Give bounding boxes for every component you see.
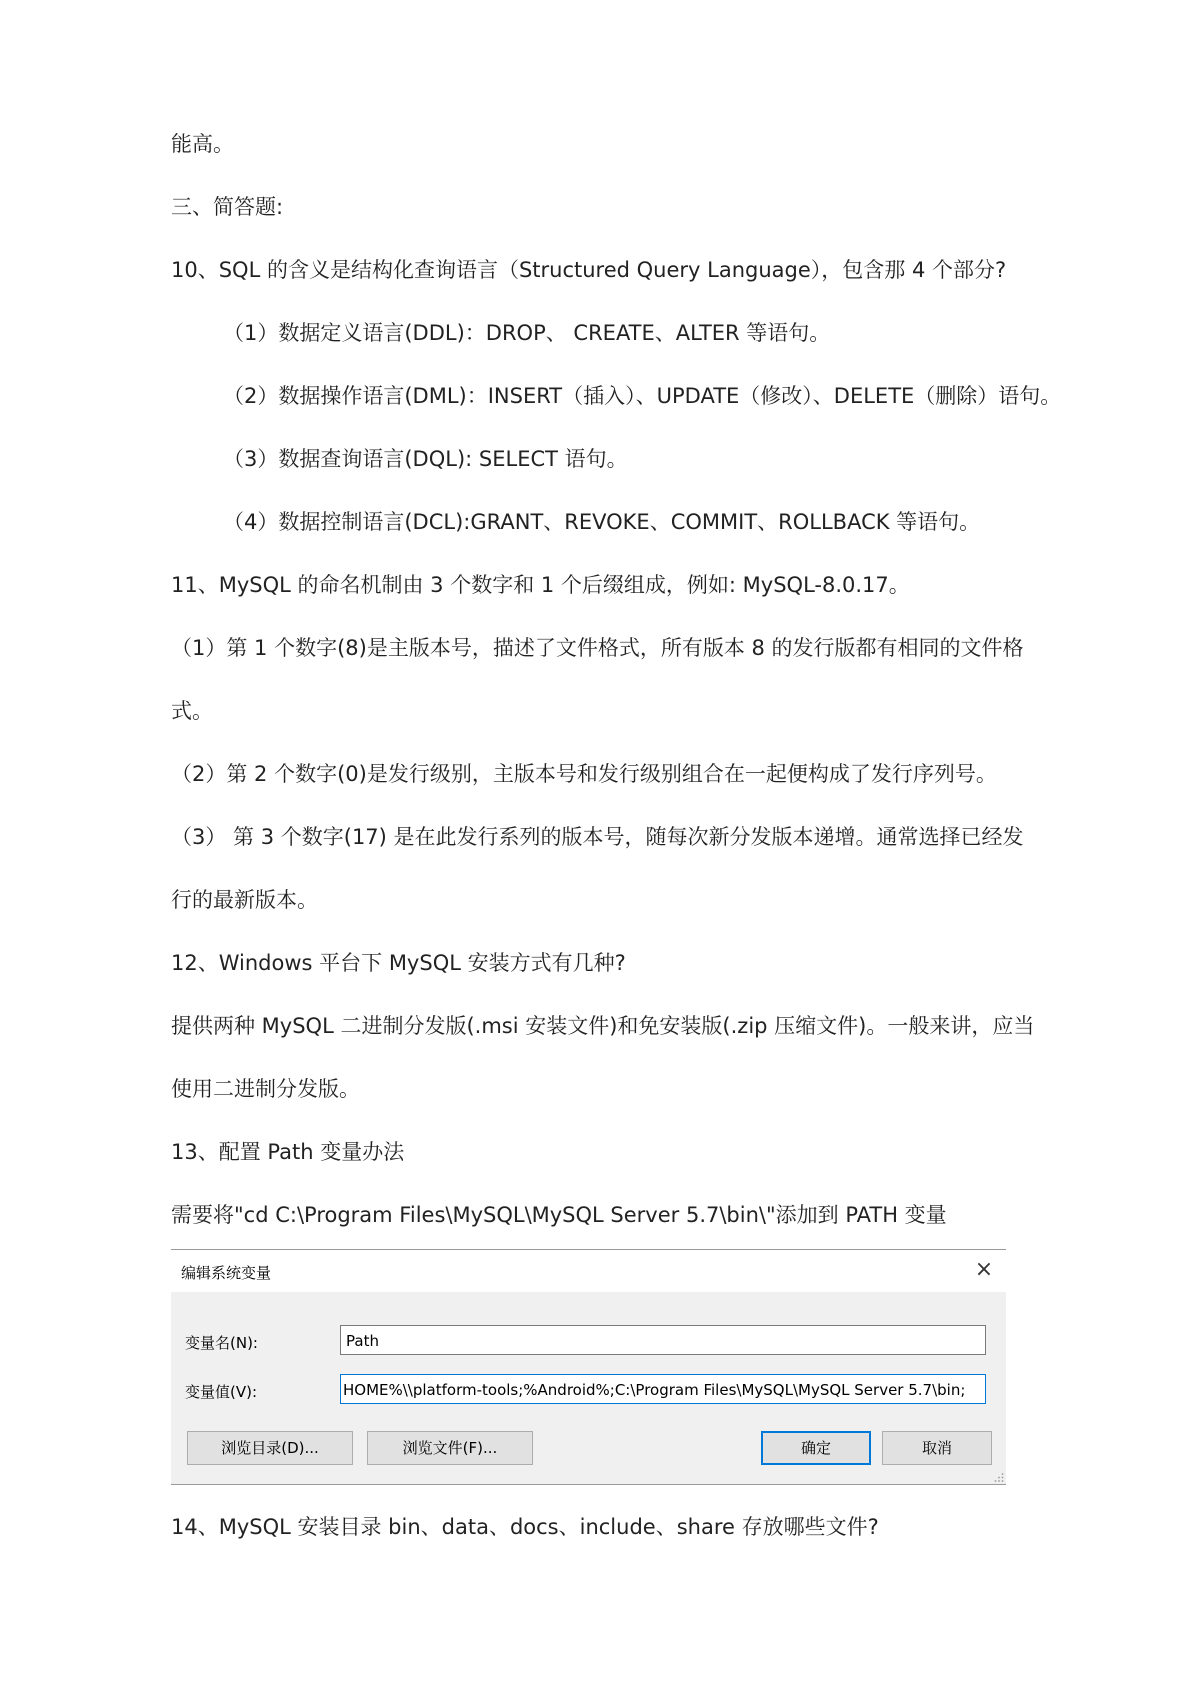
answer-text: （1）第 1 个数字(8)是主版本号，描述了文件格式，所有版本 8 的发行版都有相同的文件格: [171, 636, 1024, 660]
variable-value-label: 变量值(V):: [185, 1383, 258, 1401]
answer-text: （2）第 2 个数字(0)是发行级别，主版本号和发行级别组合在一起便构成了发行序列号。: [171, 762, 997, 786]
variable-name-label: 变量名(N):: [185, 1334, 258, 1352]
answer-item: （4）数据控制语言(DCL):GRANT、REVOKE、COMMIT、ROLLBACK 等语句。: [223, 510, 981, 534]
ok-button[interactable]: 确定: [761, 1431, 871, 1465]
close-icon[interactable]: ×: [974, 1257, 994, 1282]
cancel-button[interactable]: 取消: [882, 1431, 992, 1465]
resize-grip-icon[interactable]: [994, 1472, 1004, 1482]
answer-text: 提供两种 MySQL 二进制分发版(.msi 安装文件)和免安装版(.zip 压缩文件)。一般来讲，应当: [171, 1014, 1035, 1038]
question-11: 11、MySQL 的命名机制由 3 个数字和 1 个后缀组成，例如: MySQL-8.0.17。: [171, 573, 910, 597]
answer-item: （3）数据查询语言(DQL): SELECT 语句。: [223, 447, 628, 471]
answer-item: （1）数据定义语言(DDL)：DROP、 CREATE、ALTER 等语句。: [223, 321, 831, 345]
question-13: 13、配置 Path 变量办法: [171, 1140, 405, 1164]
answer-text: 式。: [171, 699, 213, 723]
browse-directory-button[interactable]: 浏览目录(D)...: [187, 1431, 353, 1465]
question-12: 12、Windows 平台下 MySQL 安装方式有几种?: [171, 951, 626, 975]
text-line: 能高。: [171, 132, 234, 156]
variable-name-input[interactable]: Path: [340, 1325, 986, 1355]
question-14: 14、MySQL 安装目录 bin、data、docs、include、share 存放哪些文件?: [171, 1515, 879, 1539]
answer-text: （3） 第 3 个数字(17) 是在此发行系列的版本号，随每次新分发版本递增。通常选择已经发: [171, 825, 1024, 849]
dialog-titlebar: [171, 1250, 1006, 1292]
browse-file-button[interactable]: 浏览文件(F)...: [367, 1431, 533, 1465]
edit-system-variable-dialog: [171, 1249, 1006, 1485]
answer-text: 行的最新版本。: [171, 888, 318, 912]
section-heading: 三、简答题:: [171, 195, 284, 219]
answer-item: （2）数据操作语言(DML)：INSERT（插入）、UPDATE（修改）、DELETE（删除）语句。: [223, 384, 1062, 408]
answer-text: 需要将"cd C:\Program Files\MySQL\MySQL Server 5.7\bin\"添加到 PATH 变量: [171, 1203, 947, 1227]
dialog-title: 编辑系统变量: [181, 1264, 272, 1282]
variable-value-input[interactable]: HOME%\\platform-tools;%Android%;C:\Program Files\MySQL\MySQL Server 5.7\bin;: [340, 1374, 986, 1404]
question-10: 10、SQL 的含义是结构化查询语言（Structured Query Language），包含那 4 个部分?: [171, 258, 1007, 282]
answer-text: 使用二进制分发版。: [171, 1077, 360, 1101]
